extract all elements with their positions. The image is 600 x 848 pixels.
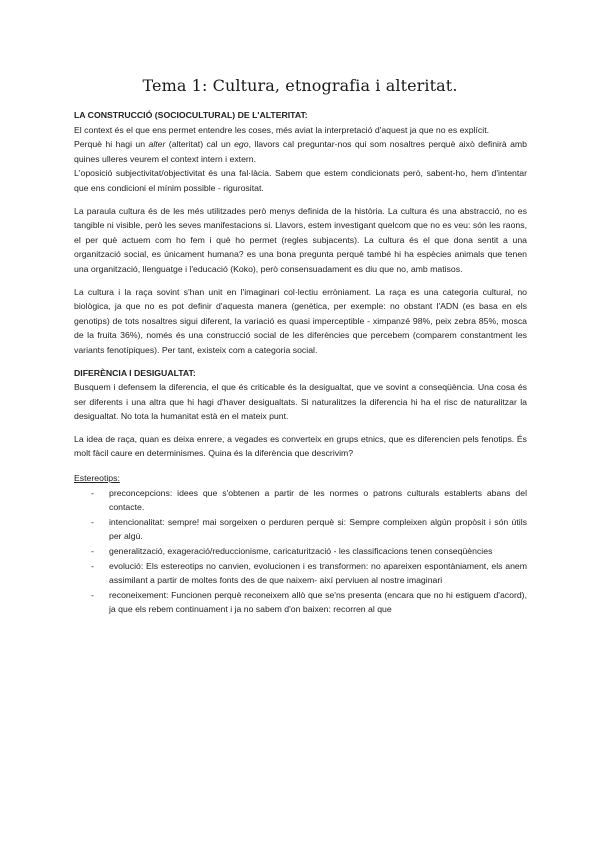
section-alterity — [74, 108, 527, 196]
paragraph-ethnic-groups: La idea de raça, quan es deixa enrere, a vegades es converteix en grups etnics, que es diferencien pels fenotips. És molt fàcil caure en determinismes. Quina és la diferència que descrivim? — [74, 433, 527, 459]
paragraph-difference: Busquem i defensem la diferencia, el que és criticable és la desigualtat, que ve sovint a conseqüència. Una cosa és ser diferents i una altra que hi hagi d'haver desigualtats. Si naturalitzes la diferencia hi ha el risc de naturalitzar la desigualtat. No tota la humanitat està en el mateix punt. — [74, 382, 527, 422]
text-run: , llavors cal preguntar-nos qui som nosaltres perquè això definirà amb quines ulleres veurem el context intern i extern. — [74, 139, 527, 164]
paragraph-culture: La paraula cultura és de les més utilitzades però menys definida de la història. La cultura és una abstracció, no es tangible ni visible, però les seves manifestacions si. Llavors, estem investigant quelcom que no es veu: són les raons, el per què actuem com ho fem i què ho permet (regles subjacents). La cultura és el que dona sentit a una organització social, es únicament humana? es una bona pregunta perquè també hi ha espècies animals que tenen una organització, llenguatge i l'educació (Koko), però consensuadament es diu que no, amb matisos. — [74, 205, 527, 274]
term-alter: alter — [148, 139, 166, 150]
section-heading-difference: DIFERÈNCIA I DESIGUALTAT: — [74, 367, 196, 378]
paragraph-alter-ego — [74, 137, 527, 166]
text-run: Perquè hi hagi un — [74, 139, 149, 150]
document-body — [74, 108, 527, 617]
text-run: (alteritat) cal un — [165, 139, 235, 150]
list-item: - evolució: Els estereotips no canvien, evolucionen i es transformen: no apareixen espontàniament, els anem assimilant a partir de moltes fonts des de que naixem- així perviuen al nostre imaginari — [74, 559, 527, 588]
section-difference — [74, 366, 527, 424]
section-stereotypes — [74, 471, 527, 617]
list-item: - preconcepcions: idees que s'obtenen a partir de les normes o patrons culturals establerts abans del contacte. — [74, 486, 527, 515]
section-heading-alterity: LA CONSTRUCCIÓ (SOCIOCULTURAL) DE L'ALTERITAT: — [74, 110, 308, 120]
list-item: - reconeixement: Funcionen perquè reconeixem allò que se'ns presenta (encara que no hi estiguem d'acord), ja que els rebem continuament i ja no sabem d'on baixen: recorren al que — [74, 588, 527, 617]
paragraph-race: La cultura i la raça sovint s'han unit en l'imaginari col·lectiu erròniament. La raça es una categoria cultural, no biològica, ja que no es pot definir d'aquesta manera (genètica, per exemple: no obstant l'ADN (es basa en els genotips) de tots nosaltres sigui diferent, la variació es quasi imperceptible - ximpanzé 98%, peix zebra 85%, mosca de la fruita 36%), només és una construcció social de les diferències que percebem (comparem constantment les variants fenotípiques). Per tant, existeix com a categoria social. — [74, 286, 527, 355]
paragraph-context: El context és el que ens permet entendre les coses, més aviat la interpretació d'aquest ja que no es explícit. — [74, 124, 490, 135]
term-ego: ego — [234, 139, 249, 150]
list-item: - intencionalitat: sempre! mai sorgeixen o perduren perquè si: Sempre compleixen algún propòsit i són útils per algú. — [74, 515, 527, 544]
list-item: - generalització, exageració/reduccionisme, caricaturització - les classificacions tenen conseqüències — [74, 544, 527, 559]
stereotypes-heading: Estereotips: — [74, 473, 120, 484]
paragraph-subjectivity: L'oposició subjectivitat/objectivitat és una fal·làcia. Sabem que estem condicionats però, sabent-ho, hem d'intentar que ens condicioni el mínim possible - rigurositat. — [74, 168, 527, 193]
stereotypes-list — [74, 486, 527, 617]
document-title: Tema 1: Cultura, etnografia i alteritat. — [142, 76, 458, 95]
